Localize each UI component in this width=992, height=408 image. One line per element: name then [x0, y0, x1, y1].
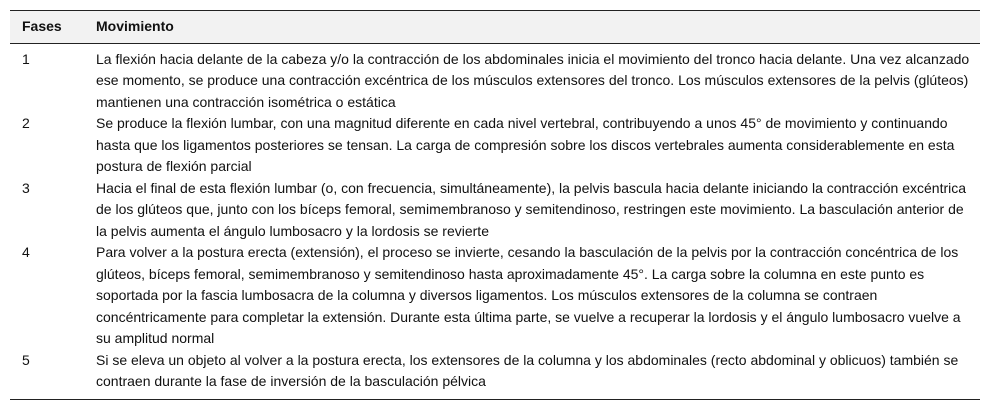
table-row — [10, 113, 980, 178]
table-row — [10, 242, 980, 350]
movement-cell: Si se eleva un objeto al volver a la postura erecta, los extensores de la columna y los abdominales (recto abdominal y oblicuos) también se contraen durante la fase de inversión de la basculación pélvica — [96, 351, 959, 389]
movement-cell: Hacia el final de esta flexión lumbar (o, con frecuencia, simultáneamente), la pelvis bascula hacia delante iniciando la contracción excéntrica de los glúteos que, junto con los bíceps femoral, semimembranoso y semitendinoso, restringen este movimiento. La basculación anterior de la pelvis aumenta el ángulo lumbosacro y la lordosis se revierte — [96, 179, 967, 239]
header-row — [10, 11, 980, 44]
table-row — [10, 178, 980, 243]
table-body — [10, 43, 980, 399]
phase-cell: 4 — [22, 244, 30, 260]
phases-table-container — [10, 10, 980, 400]
table-row — [10, 350, 980, 400]
movement-cell: La flexión hacia delante de la cabeza y/o la contracción de los abdominales inicia el movimiento del tronco hacia delante. Una vez alcanzado ese momento, se produce una contracción excéntrica de los músculos extensores del tronco. Los músculos extensores de la pelvis (glúteos) mantienen una contracción isométrica o estática — [96, 50, 970, 110]
table-row — [10, 43, 980, 113]
phases-table — [10, 10, 980, 400]
table-header — [10, 11, 980, 44]
phase-cell: 2 — [22, 115, 30, 131]
header-movement: Movimiento — [96, 18, 174, 34]
phase-cell: 3 — [22, 179, 30, 196]
movement-cell: Para volver a la postura erecta (extensión), el proceso se invierte, cesando la basculación de la pelvis por la contracción concéntrica de los glúteos, bíceps femoral, semimembranoso y semitendinoso hasta aproximadamente 45°. La carga sobre la columna en este punto es soportada por la fascia lumbosacra de la columna y diversos ligamentos. Los músculos extensores de la columna se contraen concéntricamente para completar la extensión. Durante esta última parte, se vuelve a recuperar la lordosis y el ángulo lumbosacro vuelve a su amplitud normal — [96, 244, 961, 346]
phase-cell: 5 — [22, 351, 30, 368]
phase-cell: 1 — [22, 50, 30, 67]
movement-cell: Se produce la flexión lumbar, con una magnitud diferente en cada nivel vertebral, contribuyendo a unos 45° de movimiento y continuando hasta que los ligamentos posteriores se tensan. La carga de compresión sobre los discos vertebrales aumenta considerablemente en esta postura de flexión parcial — [96, 115, 955, 174]
header-phase: Fases — [22, 18, 62, 34]
